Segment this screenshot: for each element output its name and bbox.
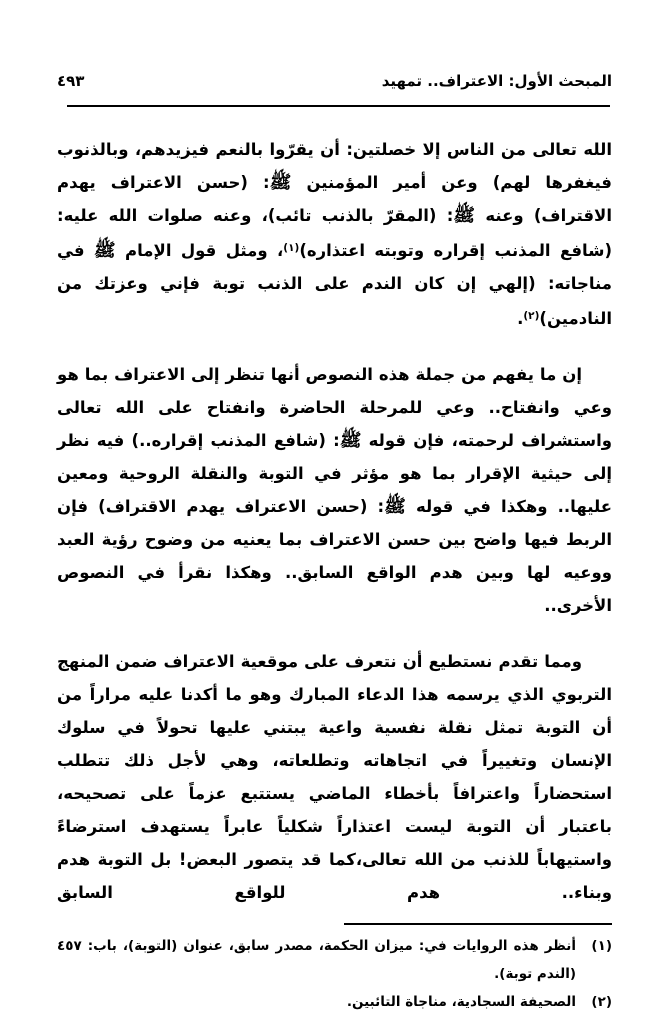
honorific-seal-symbol: ﷺ [384,496,406,517]
footnote-separator [344,923,612,925]
text-run: : (المقرّ بالذنب تائب)، وعنه صلوات الله عليه: (شافع المذنب إقراره وتوبته اعتذاره) [57,206,613,260]
paragraph [57,645,612,909]
text-run: في مناجاته: (إلهي إن كان الندم على الذنب توبة فإني وعزتك من النادمين) [57,241,612,328]
footnote-text: أنظر هذه الروايات في: ميزان الحكمة، مصدر سابق، عنوان (التوبة)، باب: ٤٥٧ (الندم توبة). [57,938,576,982]
honorific-seal-symbol: ﷺ [453,205,476,226]
text-run: الله تعالى من الناس إلا خصلتين: أن يقرّوا بالنعم فيزيدهم، وبالذنوب فيغفرها لهم) وعن أمير المؤمنين [57,140,612,192]
text-run: ، ومثل قول الإمام [115,241,284,260]
honorific-seal-symbol: ﷺ [93,240,116,261]
text-run: ومما تقدم نستطيع أن نتعرف على موقعية الاعتراف ضمن المنهج التربوي الذي يرسمه هذا الدعاء المبارك وهو ما أكدنا عليه مراراً من أن التوبة تمثل نقلة نفسية واعية يبتني عليها تحولاً في سلوك الإنسان وتغييراً في اتجاهاته وتطلعاته، وهي لأجل ذلك تتطلب استحضاراً واعترافاً بأخطاء الماضي يستتبع عزماً على تصحيحه، باعتبار أن التوبة ليست اعتذاراً شكلياً عابراً يستهدف استرضاءً واستيهاباً للذنب من الله تعالى،كما قد يتصور البعض! بل التوبة هدم وبناء.. هدم للواقع السابق [57,652,612,902]
running-head-title: المبحث الأول: الاعتراف.. تمهيد [381,72,612,90]
text-run: . [517,309,524,328]
paragraph [57,133,612,335]
footnote-item [57,988,612,1016]
body-text [57,133,612,909]
text-run: : (شافع المذنب إقراره..) فيه نظر إلى حيثية الإقرار بما هو مؤثر في التوبة والنقلة الروحية ومعين عليها.. وهكذا في قوله [57,431,612,516]
text-run: إن ما يفهم من جملة هذه النصوص أنها تنظر إلى الاعتراف بما هو وعي وانفتاح.. وعي للمرحلة الحاضرة وانفتاح على الله تعالى واستشراف لرحمته، فإن قوله [57,365,612,450]
honorific-seal-symbol: ﷺ [269,172,292,193]
footnotes-section [57,932,612,1016]
footnote-ref: (١) [283,242,300,254]
text-run: : (حسن الاعتراف يهدم الاقتراف) فإن الربط فيها واضح بين حسن الاعتراف بما يعنيه من وضوح رؤية العبد ووعيه لها وبين هدم الواقع السابق.. وهكذا نقرأ في النصوص الأخرى.. [57,497,612,615]
page-header [57,72,612,90]
honorific-seal-symbol: ﷺ [339,430,362,451]
footnote-text: الصحيفة السجادية، مناجاة التائبين. [346,994,576,1010]
header-rule [67,105,610,107]
footnote-marker: (٢) [591,994,612,1010]
footnote-item [57,932,612,988]
paragraph [57,358,612,622]
footnote-marker: (١) [591,938,612,954]
text-run: : (حسن الاعتراف يهدم الاقتراف) وعنه [57,173,612,225]
footnote-ref: (٢) [523,310,540,322]
page-number: ٤٩٣ [57,72,85,90]
